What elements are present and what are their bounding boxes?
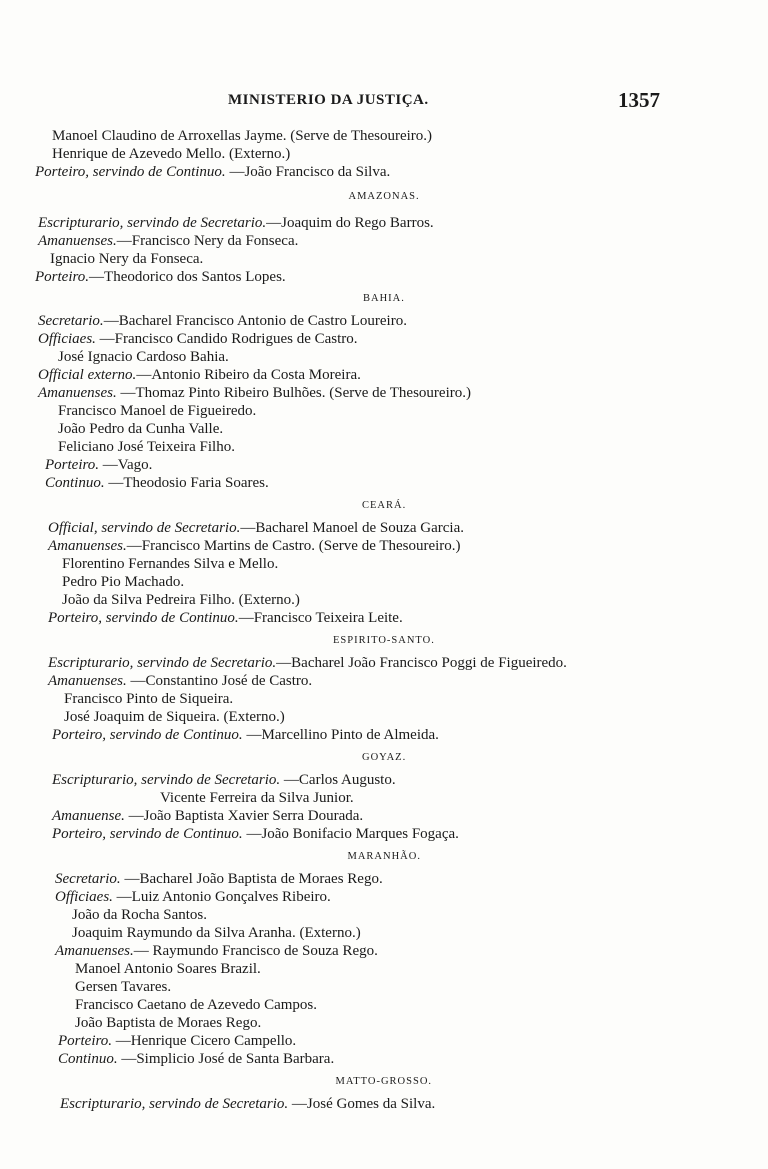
role-label: Porteiro, servindo de Continuo. bbox=[35, 164, 226, 180]
directory-entry bbox=[55, 870, 383, 888]
directory-entry bbox=[55, 888, 331, 906]
entry-text: João Baptista de Moraes Rego. bbox=[75, 1015, 262, 1031]
entry-text: —João Bonifacio Marques Fogaça. bbox=[242, 826, 459, 842]
role-label: Porteiro, servindo de Continuo. bbox=[52, 826, 243, 842]
entry-text: —Francisco Nery da Fonseca. bbox=[116, 233, 299, 249]
role-label: Amanuenses. bbox=[48, 538, 127, 554]
role-label: Escripturario, servindo de Secretario. bbox=[48, 655, 277, 671]
directory-entry bbox=[64, 690, 233, 708]
entry-text: João da Rocha Santos. bbox=[72, 907, 207, 923]
role-label: Porteiro. bbox=[58, 1033, 113, 1049]
directory-entry bbox=[52, 726, 439, 744]
section-heading: MARANHÃO. bbox=[347, 851, 421, 862]
directory-entry bbox=[50, 250, 203, 268]
entry-text: —João Baptista Xavier Serra Dourada. bbox=[124, 808, 364, 824]
entry-text: —Joaquim do Rego Barros. bbox=[266, 215, 434, 231]
directory-entry bbox=[58, 348, 229, 366]
entry-text: —Constantino José de Castro. bbox=[126, 673, 313, 689]
entry-text: —Bacharel Manoel de Souza Garcia. bbox=[240, 520, 464, 536]
directory-entry bbox=[62, 591, 300, 609]
entry-text: —Vago. bbox=[99, 457, 153, 473]
directory-entry bbox=[35, 268, 286, 286]
directory-entry bbox=[75, 1014, 261, 1032]
header-title: MINISTERIO DA JUSTIÇA. bbox=[228, 92, 429, 108]
directory-entry bbox=[58, 1050, 334, 1068]
directory-entry bbox=[62, 555, 278, 573]
entry-text: —Luiz Antonio Gonçalves Ribeiro. bbox=[112, 889, 331, 905]
role-label: Escripturario, servindo de Secretario. bbox=[38, 215, 267, 231]
entry-text: João da Silva Pedreira Filho. (Externo.) bbox=[62, 592, 300, 608]
directory-entry bbox=[48, 672, 312, 690]
entry-text: Feliciano José Teixeira Filho. bbox=[58, 439, 235, 455]
directory-entry bbox=[58, 420, 223, 438]
role-label: Secretario. bbox=[38, 313, 104, 329]
directory-entry bbox=[58, 402, 256, 420]
role-label: Amanuenses. bbox=[55, 943, 134, 959]
directory-entry bbox=[64, 708, 285, 726]
entry-text: —Francisco Candido Rodrigues de Castro. bbox=[95, 331, 358, 347]
directory-entry bbox=[38, 312, 407, 330]
entry-text: Francisco Caetano de Azevedo Campos. bbox=[75, 997, 318, 1013]
entry-text: Ignacio Nery da Fonseca. bbox=[50, 251, 204, 267]
section-heading: GOYAZ. bbox=[362, 752, 407, 763]
directory-entry bbox=[38, 214, 434, 232]
role-label: Official externo. bbox=[38, 367, 137, 383]
role-label: Porteiro. bbox=[35, 269, 90, 285]
role-label: Amanuenses. bbox=[38, 233, 117, 249]
entry-text: —Francisco Teixeira Leite. bbox=[238, 610, 403, 626]
directory-entry bbox=[55, 942, 378, 960]
directory-entry bbox=[72, 924, 361, 942]
directory-entry bbox=[48, 654, 567, 672]
section-heading: BAHIA. bbox=[363, 293, 405, 304]
directory-entry bbox=[75, 978, 171, 996]
entry-text: —Francisco Martins de Castro. (Serve de Thesoureiro.) bbox=[126, 538, 461, 554]
directory-entry bbox=[38, 232, 298, 250]
entry-text: Manoel Claudino de Arroxellas Jayme. (Serve de Thesoureiro.) bbox=[52, 128, 433, 144]
entry-text: —Henrique Cicero Campello. bbox=[112, 1033, 297, 1049]
entry-text: Francisco Manoel de Figueiredo. bbox=[58, 403, 257, 419]
directory-entry bbox=[52, 771, 396, 789]
directory-entry bbox=[52, 145, 290, 163]
role-label: Continuo. bbox=[58, 1051, 118, 1067]
role-label: Amanuenses. bbox=[48, 673, 127, 689]
role-label: Porteiro. bbox=[45, 457, 100, 473]
entry-text: Manoel Antonio Soares Brazil. bbox=[75, 961, 261, 977]
role-label: Porteiro, servindo de Continuo. bbox=[48, 610, 239, 626]
entry-text: —Simplicio José de Santa Barbara. bbox=[117, 1051, 335, 1067]
directory-entry bbox=[52, 127, 432, 145]
role-label: Continuo. bbox=[45, 475, 105, 491]
role-label: Officiaes. bbox=[55, 889, 113, 905]
entry-text: —Theodosio Faria Soares. bbox=[104, 475, 269, 491]
entry-text: Francisco Pinto de Siqueira. bbox=[64, 691, 234, 707]
entry-text: —Bacharel João Baptista de Moraes Rego. bbox=[120, 871, 383, 887]
directory-entry bbox=[62, 573, 184, 591]
directory-entry bbox=[45, 474, 269, 492]
entry-text: —Thomaz Pinto Ribeiro Bulhões. (Serve de Thesoureiro.) bbox=[116, 385, 471, 401]
directory-entry bbox=[72, 906, 207, 924]
entry-text: — Raymundo Francisco de Souza Rego. bbox=[133, 943, 378, 959]
running-header bbox=[0, 88, 768, 114]
entry-text: —Carlos Augusto. bbox=[280, 772, 396, 788]
entry-text: —Marcellino Pinto de Almeida. bbox=[242, 727, 439, 743]
entry-text: —José Gomes da Silva. bbox=[288, 1096, 436, 1112]
role-label: Porteiro, servindo de Continuo. bbox=[52, 727, 243, 743]
entry-text: Vicente Ferreira da Silva Junior. bbox=[160, 790, 354, 806]
directory-entry bbox=[58, 438, 235, 456]
entry-text: Joaquim Raymundo da Silva Aranha. (Externo.) bbox=[72, 925, 361, 941]
entry-text: —Bacharel João Francisco Poggi de Figueiredo. bbox=[276, 655, 567, 671]
section-heading: MATTO-GROSSO. bbox=[335, 1076, 433, 1087]
role-label: Officiaes. bbox=[38, 331, 96, 347]
entry-text: —João Francisco da Silva. bbox=[225, 164, 391, 180]
directory-entry bbox=[45, 456, 152, 474]
entry-text: João Pedro da Cunha Valle. bbox=[58, 421, 224, 437]
role-label: Secretario. bbox=[55, 871, 121, 887]
entry-text: José Ignacio Cardoso Bahia. bbox=[58, 349, 229, 365]
entry-text: —Bacharel Francisco Antonio de Castro Loureiro. bbox=[103, 313, 407, 329]
role-label: Escripturario, servindo de Secretario. bbox=[52, 772, 281, 788]
entry-text: Pedro Pio Machado. bbox=[62, 574, 185, 590]
directory-entry bbox=[48, 537, 461, 555]
directory-entry bbox=[48, 609, 403, 627]
section-heading: AMAZONAS. bbox=[348, 191, 420, 202]
role-label: Amanuense. bbox=[52, 808, 125, 824]
directory-entry bbox=[75, 960, 261, 978]
role-label: Amanuenses. bbox=[38, 385, 117, 401]
section-heading: ESPIRITO-SANTO. bbox=[333, 635, 435, 646]
entry-text: Henrique de Azevedo Mello. (Externo.) bbox=[52, 146, 291, 162]
entry-text: Florentino Fernandes Silva e Mello. bbox=[62, 556, 279, 572]
role-label: Official, servindo de Secretario. bbox=[48, 520, 241, 536]
directory-entry bbox=[48, 519, 464, 537]
directory-entry bbox=[52, 807, 363, 825]
entry-text: Gersen Tavares. bbox=[75, 979, 172, 995]
entry-text: —Antonio Ribeiro da Costa Moreira. bbox=[136, 367, 361, 383]
directory-entry bbox=[60, 1095, 435, 1113]
directory-entry bbox=[52, 825, 459, 843]
entry-text: —Theodorico dos Santos Lopes. bbox=[89, 269, 286, 285]
role-label: Escripturario, servindo de Secretario. bbox=[60, 1096, 289, 1112]
directory-entry bbox=[75, 996, 317, 1014]
entry-text: José Joaquim de Siqueira. (Externo.) bbox=[64, 709, 285, 725]
directory-entry bbox=[160, 789, 354, 807]
directory-entry bbox=[38, 384, 471, 402]
page-number: 1357 bbox=[618, 88, 660, 112]
directory-entry bbox=[38, 330, 358, 348]
section-heading: CEARÁ. bbox=[362, 500, 407, 511]
directory-entry bbox=[58, 1032, 296, 1050]
directory-entry bbox=[35, 163, 390, 181]
directory-entry bbox=[38, 366, 361, 384]
